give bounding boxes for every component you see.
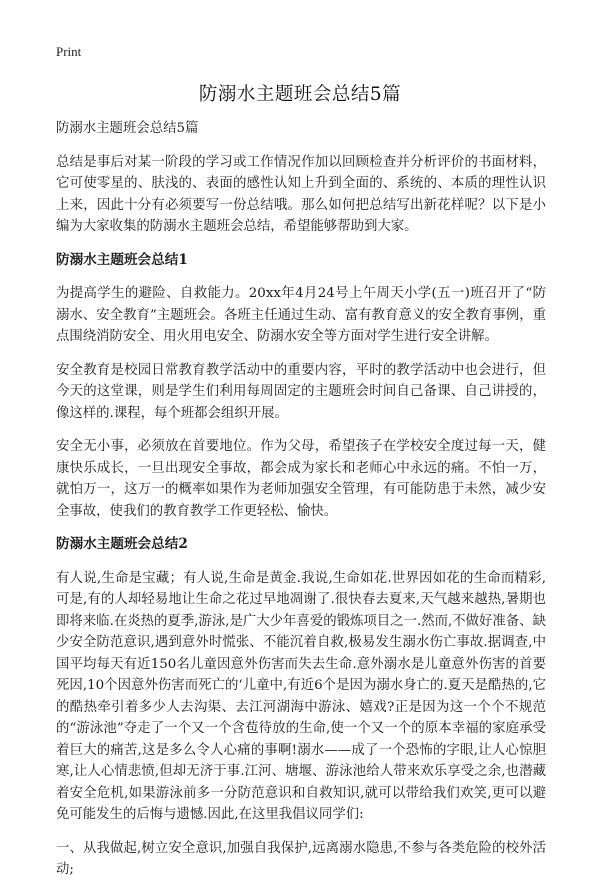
print-link[interactable]: Print (56, 44, 82, 59)
section-2-paragraph-1: 有人说,生命是宝藏；有人说,生命是黄金.我说,生命如花.世界因如花的生命而精彩,可是,有的人却轻易地让生命之花过早地凋谢了.很快春去夏来,天气越来越热,暑期也即将来临.在炎热的夏季,游泳,是广大少年喜爱的锻炼项目之一.然而,不做好准备、缺少安全防范意识,遇到意外时慌张、不能沉着自救,极易发生溺水伤亡事故.据调查,中国平均每天有近150名儿童因意外伤害而失去生命.意外溺水是儿童意外伤害的首要死因,10个因意外伤害而死亡的‘儿童中,有近6个是因为溺水身亡的.夏天是酷热的,它的酷热牵引着多少人去沟渠、去江河湖海中游泳、嬉戏?正是因为这一个个不规范的“游泳池”夺走了一个又一个含苞待放的生命,使一个又一个的原本幸福的家庭承受着巨大的痛苦,这是多么令人心痛的事啊!溺水——成了一个恐怖的字眼,让人心惊胆寒,让人心情悲愤,但却无济于事.江河、塘堰、游泳池给人带来欢乐享受之余,也潜藏着安全危机,如果游泳前多一分防范意识和自救知识,就可以带给我们欢笑,更可以避免可能发生的后悔与遗憾.因此,在这里我倡议同学们: (56, 570, 546, 822)
intro-paragraph: 总结是事后对某一阶段的学习或工作情况作加以回顾检查并分析评价的书面材料，它可使零星的、肤浅的、表面的感性认知上升到全面的、系统的、本质的理性认识上来，因此十分有必须要写一份总结哦。那么如何把总结写出新花样呢？以下是小编为大家收集的防溺水主题班会总结，希望能够帮助到大家。 (56, 154, 546, 234)
section-1-paragraph-3: 安全无小事，必须放在首要地位。作为父母，希望孩子在学校安全度过每一天，健康快乐成长，一旦出现安全事故，都会成为家长和老师心中永远的痛。不怕一万，就怕万一，这万一的概率如果作为老师加强安全管理，有可能防患于未然，减少安全事故，使我们的教育教学工作更轻松、愉快。 (56, 439, 546, 519)
document-subtitle: 防溺水主题班会总结5篇 (56, 121, 199, 136)
section-1-paragraph-2: 安全教育是校园日常教育教学活动中的重要内容，平时的教学活动中也会进行，但今天的这堂课，则是学生们利用每周固定的主题班会时间自己备课、自己讲授的，像这样的.课程，每个班都会组织开展。 (56, 362, 546, 421)
section-1-paragraph-1: 为提高学生的避险、自救能力。20xx年4月24号上午周天小学(五一)班召开了“防溺水、安全教育”主题班会。各班主任通过生动、富有教育意义的安全教育事例，重点围绕消防安全、用火用电安全、防溺水安全等方面对学生进行安全讲解。 (56, 286, 546, 344)
section-2-heading: 防溺水主题班会总结2 (56, 536, 188, 552)
document-body (56, 118, 546, 893)
page-title: 防溺水主题班会总结5篇 (198, 84, 402, 105)
section-2-paragraph-2: 一、从我做起,树立安全意识,加强自我保护,远离溺水隐患,不参与各类危险的校外活动; (56, 840, 546, 877)
section-1-heading: 防溺水主题班会总结1 (56, 251, 188, 268)
